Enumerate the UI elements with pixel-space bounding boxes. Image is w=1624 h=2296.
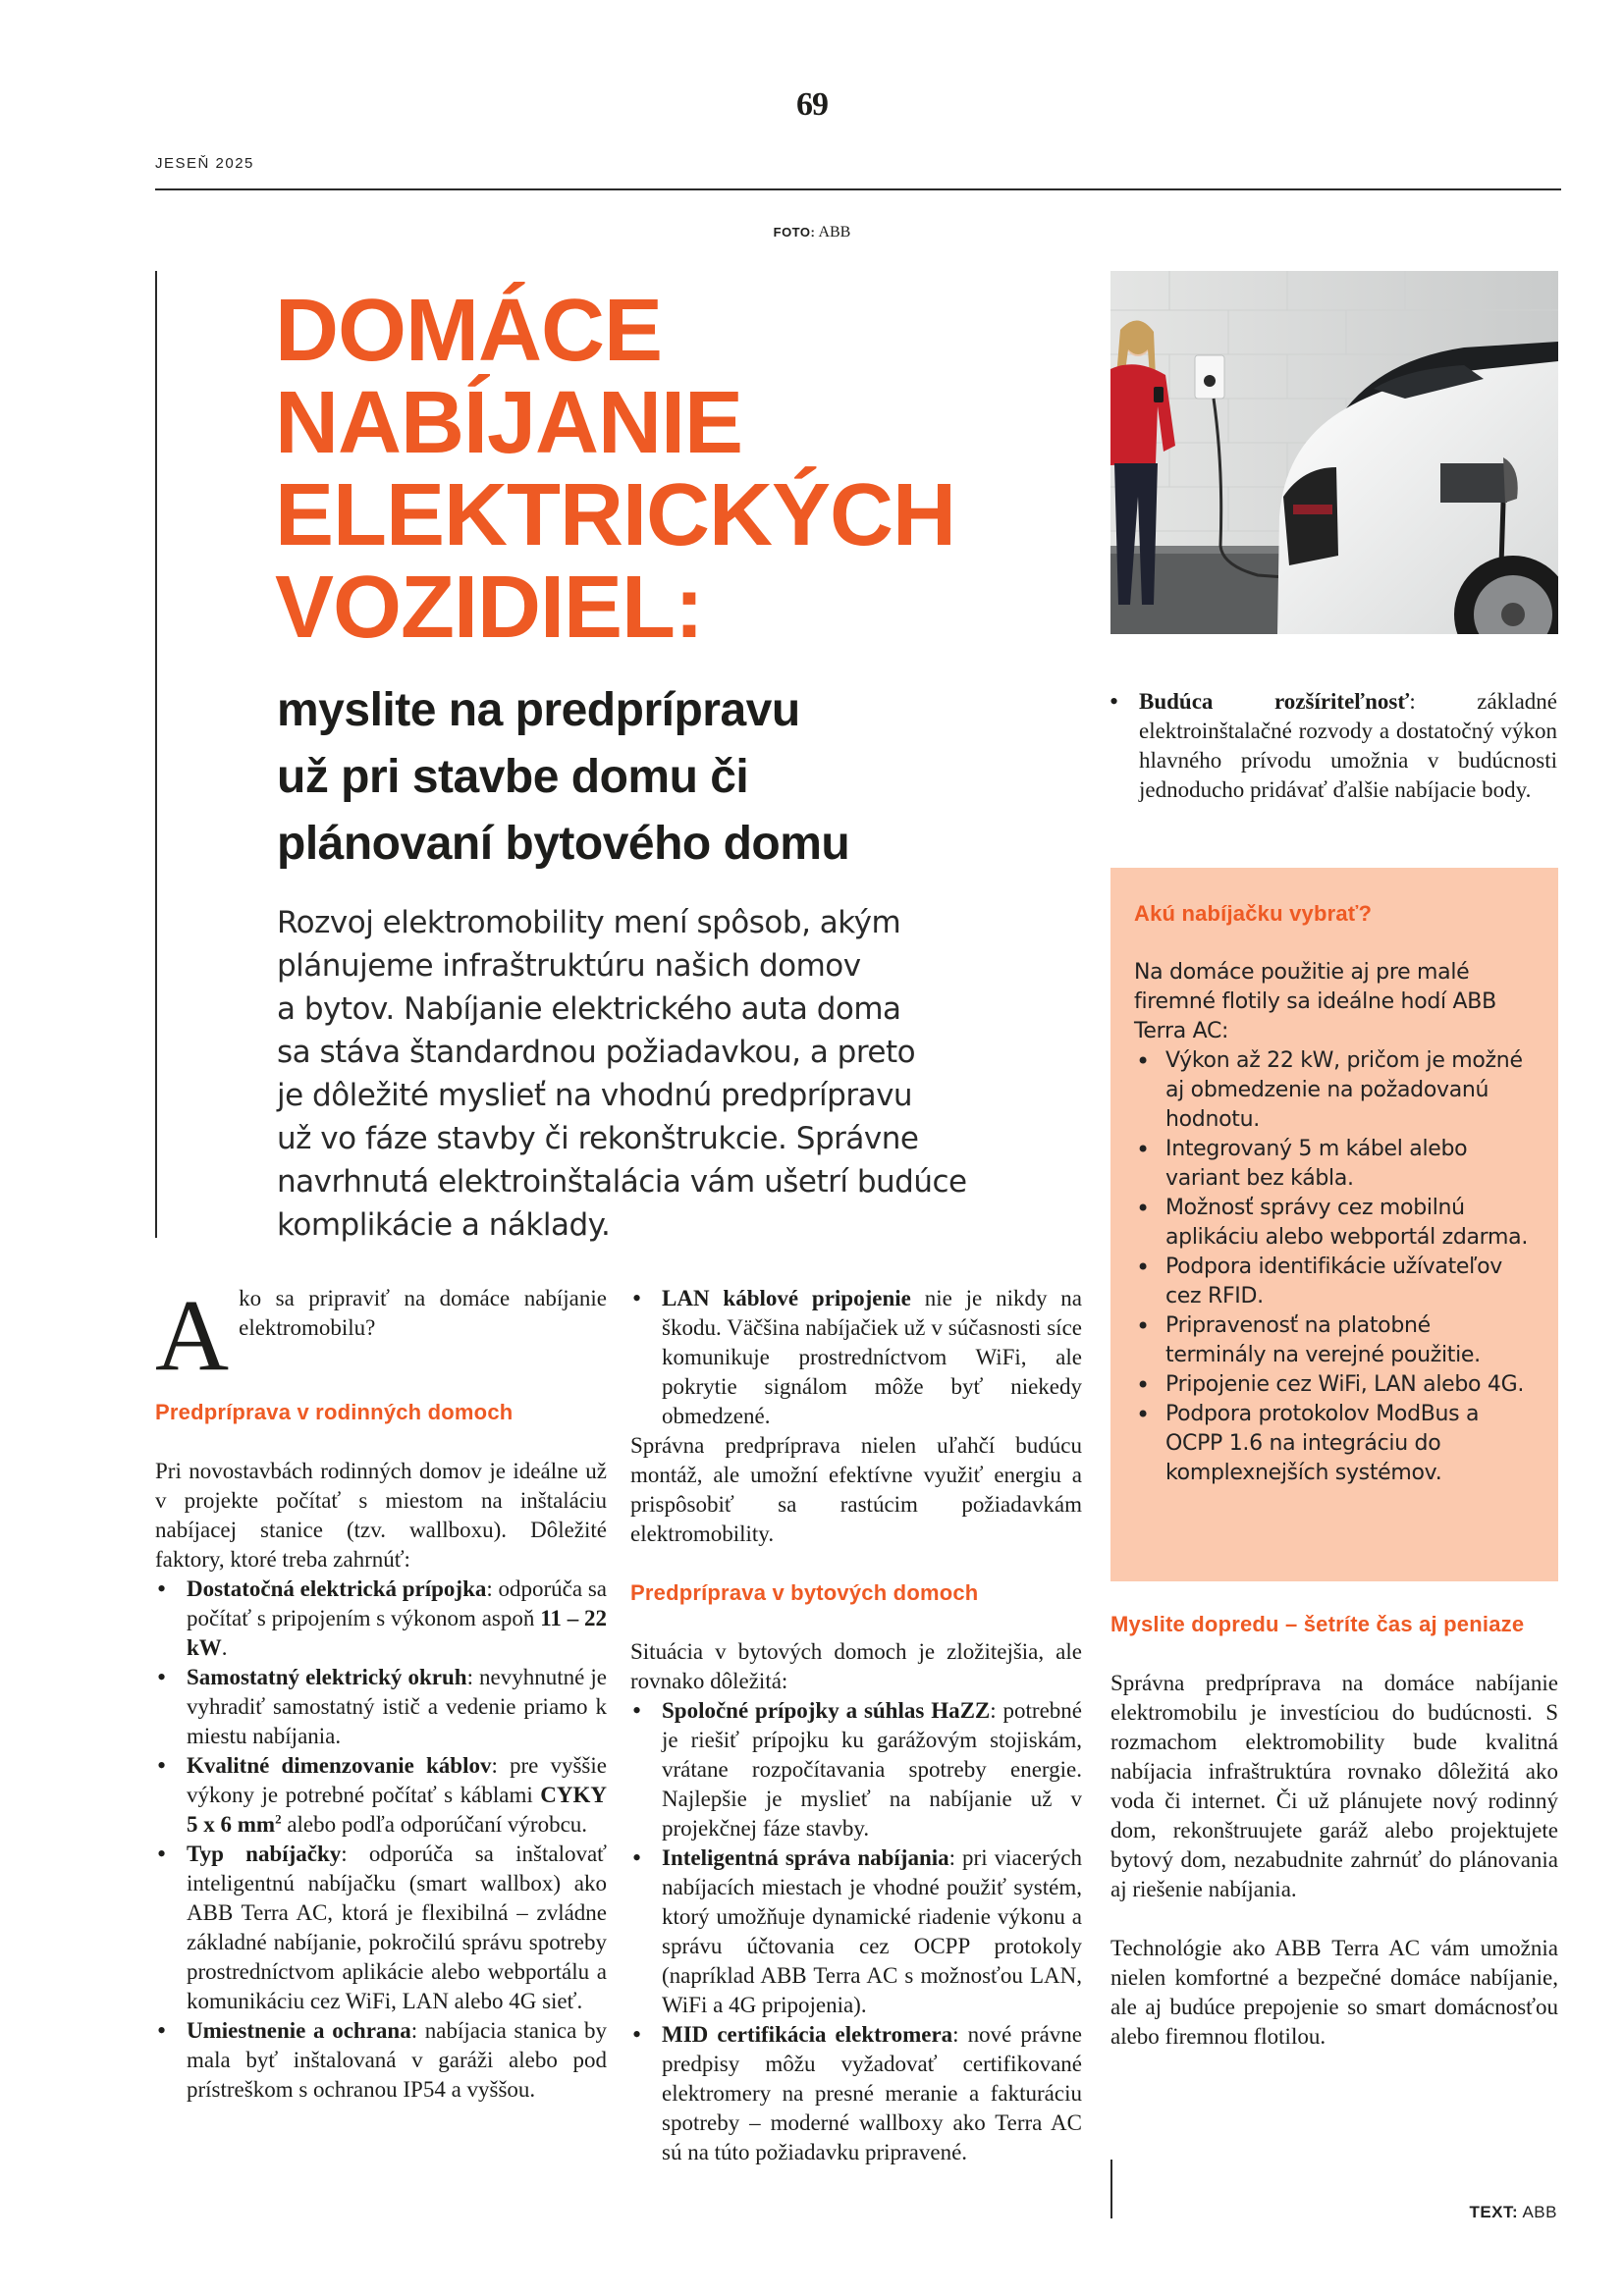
sidebox-features-list [1134,1046,1535,1488]
sidebox-body [1134,958,1535,1488]
list-item: • Výkon až 22 kW, pričom je možné aj obmedzenie na požadovanú hodnotu. [1134,1046,1535,1135]
list-item: • Samostatný elektrický okruh: nevyhnutné je vyhradiť samostatný istič a vedenie priamo k miestu nabíjania. [155,1663,607,1751]
list-item: • Pripojenie cez WiFi, LAN alebo 4G. [1134,1370,1535,1400]
header-divider [155,188,1561,190]
column-1 [155,1279,608,2105]
section-heading-future: Myslite dopredu – šetríte čas aj peniaze [1110,1612,1525,1636]
column-3-bottom [1110,1610,1558,2052]
title-line: NABÍJANIE [275,374,743,472]
list-item: • Kvalitné dimenzovanie káblov: pre vyššie výkony je potrebné počítať s káblami CYKY 5 x 6 $mm^2$ alebo podľa odporúčaní výrobcu. [155,1751,607,1840]
photo-credit [0,224,1624,241]
family-factors-list [155,1575,607,2105]
family-factors-list-continued [630,1284,1082,1431]
list-item: • Pripravenosť na platobné terminály na verejné použitie. [1134,1311,1535,1370]
dropcap: A [155,1279,230,1392]
section-heading-family-homes: Predpríprava v rodinných domoch [155,1400,514,1424]
end-accent-bar [1110,2160,1112,2218]
list-item: • MID certifikácia elektromera: nové právne predpisy môžu vyžadovať certifikované elektromery na presné meranie a fakturáciu spotreby – moderné wallboxy ako Terra AC sú na túto požiadavku pripravené. [630,2020,1082,2167]
title-line: DOMÁCE [275,282,662,380]
list-item: • Integrovaný 5 m kábel alebo variant bez kábla. [1134,1135,1535,1194]
subtitle-line: už pri stavbe domu či [277,751,749,803]
perex-line: Rozvoj elektromobility mení spôsob, akým [277,905,901,940]
perex-line: navrhnutá elektroinštalácia vám ušetrí budúce [277,1164,967,1200]
perex-line: je dôležité myslieť na vhodnú predprípravu [277,1078,913,1113]
list-item: • Podpora identifikácie užívateľov cez RFID. [1134,1253,1535,1311]
article-title [275,282,1080,657]
list-item: • Podpora protokolov ModBus a OCPP 1.6 na integráciu do komplexnejších systémov. [1134,1400,1535,1488]
article-photo [1110,271,1558,634]
page-number: 69 [796,86,828,123]
text-credit-value: ABB [1522,2203,1557,2221]
lead-accent-bar [155,271,157,1238]
title-line: ELEKTRICKÝCH [275,466,956,564]
list-item: • Typ nabíjačky: odporúča sa inštalovať inteligentnú nabíjačku (smart wallbox) ako ABB Terra AC, ktorá je flexibilná – zvládne základné nabíjanie, pokročilú správu spotreby prostredníctvom aplikácie alebo webportálu a komunikáciu cez WiFi, LAN alebo 4G sieť. [155,1840,607,2016]
intro-paragraph [155,1279,607,1392]
section-heading-apartments: Predpríprava v bytových domoch [630,1580,979,1605]
apartment-factors-list-continued [1108,687,1557,805]
perex-line: plánujeme infraštruktúru našich domov [277,948,861,984]
apartment-factors-list [630,1696,1082,2167]
perex-line: sa stáva štandardnou požiadavkou, a preto [277,1035,916,1070]
charger-sidebox [1110,868,1558,1581]
photo-credit-value: ABB [818,224,851,240]
ev-charging-photo-illustration [1110,271,1558,634]
subtitle-line: myslite na predprípravu [277,684,800,736]
list-item: • Dostatočná elektrická prípojka: odporúča sa počítať s pripojením s výkonom aspoň 11 – 22 kW. [155,1575,607,1663]
future-paragraph: Technológie ako ABB Terra AC vám umožnia nielen komfortné a bezpečné domáce nabíjanie, ale aj budúce prepojenie so smart domácnosťou alebo firemnou flotilou. [1110,1936,1558,2049]
list-item: • LAN káblové pripojenie nie je nikdy na škodu. Väčšina nabíjačiek už v súčasnosti síce komunikuje prostredníctvom WiFi, ale pokrytie signálom môže byť niekedy obmedzené. [630,1284,1082,1431]
column-2 [630,1284,1082,2167]
column-3-top [1108,687,1557,805]
intro-text: ko sa pripraviť na domáce nabíjanie elektromobilu? [239,1286,607,1340]
sidebox-heading: Akú nabíjačku vybrať? [1134,901,1373,926]
sidebox-intro: Na domáce použitie aj pre malé firemné flotily sa ideálne hodí ABB Terra AC: [1134,960,1496,1043]
article-subtitle [277,677,1062,878]
family-closing-paragraph: Správna predpríprava nielen uľahčí budúcu montáž, ale umožní efektívne využiť energiu a prispôsobiť sa rastúcim požiadavkám elektromobility. [630,1433,1082,1546]
future-paragraph: Správna predpríprava na domáce nabíjanie elektromobilu je investíciou do budúcnosti. S rozmachom elektromobility bude kvalitná nabíjacia infraštruktúra rovnako dôležitá ako voda či internet. Či už plánujete nový rodinný dom, rekonštruujete garáž alebo projektujete bytový dom, nezabudnite zahrnúť do plánovania aj riešenie nabíjania. [1110,1671,1558,1901]
family-paragraph: Pri novostavbách rodinných domov je ideálne už v projekte počítať s miestom na inštaláciu nabíjacej stanice (tzv. wallboxu). Dôležité faktory, ktoré treba zahrnúť: [155,1459,607,1572]
perex-line: už vo fáze stavby či rekonštrukcie. Správne [277,1121,919,1156]
text-credit-label: TEXT: [1469,2203,1519,2221]
article-perex [277,901,1082,1247]
list-item: • Umiestnenie a ochrana: nabíjacia stanica by mala byť inštalovaná v garáži alebo pod prístreškom s ochranou IP54 a vyššou. [155,2016,607,2105]
list-item: • Spoločné prípojky a súhlas HaZZ: potrebné je riešiť prípojku ku garážovým stojiskám, vrátane rozpočítavania spotreby energie. Najlepšie je myslieť na nabíjanie už v projekčnej fáze stavby. [630,1696,1082,1843]
subtitle-line: plánovaní bytového domu [277,818,850,870]
perex-line: a bytov. Nabíjanie elektrického auta doma [277,991,901,1027]
apartment-paragraph: Situácia v bytových domoch je zložitejšia, ale rovnako dôležitá: [630,1639,1082,1693]
list-item: • Inteligentná správa nabíjania: pri viacerých nabíjacích miestach je vhodné použiť systém, ktorý umožňuje dynamické riadenie výkonu a správu účtovania cez OCPP protokoly (napríklad ABB Terra AC s možnosťou LAN, WiFi a 4G pripojenia). [630,1843,1082,2020]
photo-credit-label: FOTO: [773,225,816,240]
list-item: • Možnosť správy cez mobilnú aplikáciu alebo webportál zdarma. [1134,1194,1535,1253]
list-item: • Budúca rozšíriteľnosť: základné elektroinštalačné rozvody a dostatočný výkon hlavného prívodu umožnia v budúcnosti jednoducho pridávať ďalšie nabíjacie body. [1108,687,1557,805]
perex-line: komplikácie a náklady. [277,1207,611,1243]
issue-label: JESEŇ 2025 [155,155,254,172]
title-line: VOZIDIEL: [275,559,703,657]
text-credit [1469,2203,1557,2222]
